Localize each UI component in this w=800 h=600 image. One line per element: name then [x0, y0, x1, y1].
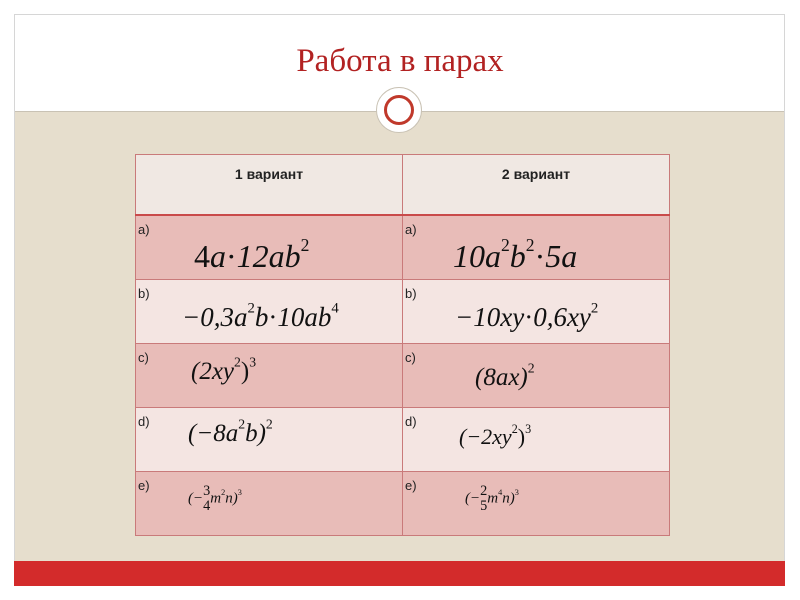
- footer-bar: [14, 561, 785, 586]
- table-row: [136, 215, 670, 280]
- expression: $(-8a^2b)^2$: [188, 416, 273, 447]
- expression: $(8ax)^2$: [475, 360, 535, 391]
- cell-variant-2-d: [403, 408, 670, 472]
- cell-variant-1-d: [136, 408, 403, 472]
- item-label: a): [405, 222, 417, 237]
- expression: $-0,3a^2b\cdot 10ab^4$: [182, 300, 339, 332]
- expression: (− 2 5 $m^4n)^3$: [465, 483, 519, 514]
- header-variant-1: 1 вариант: [136, 155, 403, 216]
- exercise-table: [135, 154, 670, 536]
- cell-variant-2-e: [403, 472, 670, 536]
- item-label: d): [138, 414, 150, 429]
- item-label: e): [138, 478, 150, 493]
- fraction: 3 4: [203, 483, 211, 514]
- table-header-row: [136, 155, 670, 216]
- fraction: 2 5: [480, 483, 488, 514]
- item-label: a): [138, 222, 150, 237]
- cell-variant-1-c: [136, 344, 403, 408]
- header-variant-2: 2 вариант: [403, 155, 670, 216]
- expression: (− 3 4 $m^2n)^3$: [188, 483, 242, 514]
- expression: $(-2xy^2)^3$: [459, 422, 532, 449]
- expression: $4a\cdot 12ab^2$: [194, 235, 310, 274]
- table-row: [136, 344, 670, 408]
- cell-variant-2-c: [403, 344, 670, 408]
- item-label: d): [405, 414, 417, 429]
- cell-variant-1-e: [136, 472, 403, 536]
- cell-variant-2-a: [403, 215, 670, 280]
- circle-ornament-icon: [376, 87, 422, 133]
- cell-variant-2-b: [403, 280, 670, 344]
- cell-variant-1-a: [136, 215, 403, 280]
- table-row: [136, 408, 670, 472]
- table-row: [136, 280, 670, 344]
- item-label: c): [138, 350, 149, 365]
- cell-variant-1-b: [136, 280, 403, 344]
- expression: $(2xy^2)^3$: [191, 354, 257, 385]
- item-label: e): [405, 478, 417, 493]
- expression: $-10xy\cdot 0,6xy^2$: [455, 300, 599, 332]
- item-label: b): [138, 286, 150, 301]
- expression: $10a^2b^2\cdot 5a$: [453, 235, 578, 274]
- item-label: c): [405, 350, 416, 365]
- slide-title: Работа в парах: [296, 43, 504, 79]
- table-row: [136, 472, 670, 536]
- item-label: b): [405, 286, 417, 301]
